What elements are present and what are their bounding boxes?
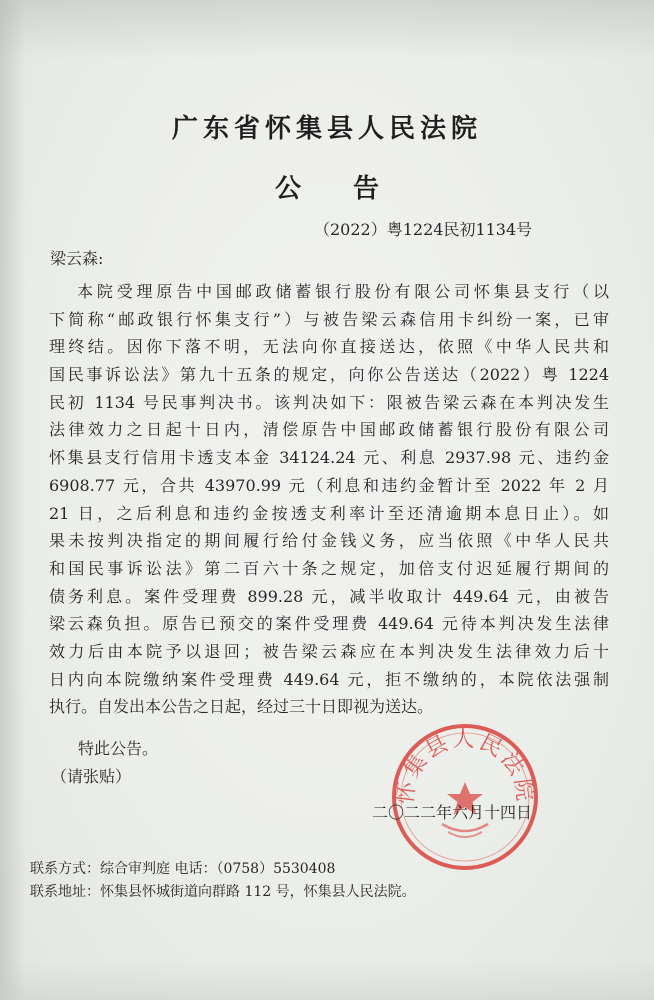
shadow-left [0,0,26,1000]
notice-body [49,278,609,721]
contact-address: 联系地址：怀集县怀城街道向群路 112 号，怀集县人民法院。 [30,884,416,900]
body-line: 法律效力之日起十日内，清偿原告中国邮政储蓄银行股份有限公司 [49,420,609,440]
body-line: 理终结。因你下落不明，无法向你直接送达，依照《中华人民共和 [49,337,609,357]
notice-heading-char-2: 告 [353,174,380,204]
court-seal-stamp-icon [388,720,542,874]
addressee: 梁云森: [50,249,104,268]
body-line: 民初 1134 号民事判决书。该判决如下：限被告梁云森在本判决发生 [49,392,609,412]
shadow-bottom [0,960,654,1000]
body-line: 本院受理原告中国邮政储蓄银行股份有限公司怀集县支行（以 [77,282,609,301]
special-notice: 特此公告。 [78,739,159,758]
body-line: 21 日，之后利息和违约金按透支利率计至还清逾期本息日止）。如 [49,503,609,523]
shadow-top [0,0,654,60]
case-number: （2022）粤1224民初1134号 [314,220,533,239]
body-line: 怀集县支行信用卡透支本金 34124.24 元、利息 2937.98 元、违约金 [49,448,609,468]
notice-heading-char-1: 公 [274,174,301,204]
contact-method: 联系方式：综合审判庭 电话：（0758）5530408 [30,861,336,877]
body-line: 日内向本院缴纳案件受理费 449.64 元，拒不缴纳的，本院依法强制 [49,669,609,689]
body-line: 效力后由本院予以退回；被告梁云森应在本判决发生法律效力后十 [49,641,609,661]
body-line: 果未按判决指定的期间履行给付金钱义务，应当依照《中华人民共 [49,531,609,551]
notice-heading [0,168,654,205]
body-line: 下简称“邮政银行怀集支行”）与被告梁云森信用卡纠纷一案，已审 [49,309,609,329]
body-line: 梁云森负担。原告已预交的案件受理费 449.64 元待本判决发生法律 [49,614,609,634]
posting-note: （请张贴） [51,767,132,786]
notice-date: 二〇二二年六月十四日 [372,803,533,822]
body-line: 国民事诉讼法》第九十五条的规定，向你公告送达（2022）粤 1224 [49,365,609,385]
body-line: 6908.77 元，合共 43970.99 元（利息和违约金暂计至 2022 年 2 月 [49,475,609,495]
body-line: 执行。自发出本公告之日起，经过三十日即视为送达。 [49,697,434,717]
seal-text: 怀集县人民法院 [392,727,538,806]
court-title: 广东省怀集县人民法院 [171,114,482,144]
body-line: 债务利息。案件受理费 899.28 元，减半收取计 449.64 元，由被告 [49,586,609,606]
body-line: 和国民事诉讼法》第二百六十条之规定，加倍支付迟延履行期间的 [49,558,609,578]
